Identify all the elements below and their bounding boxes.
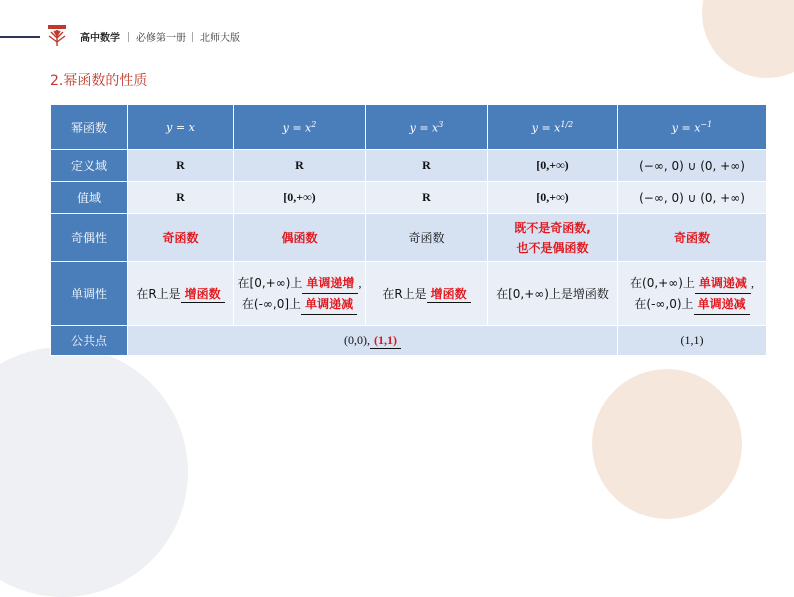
header-separator (128, 32, 129, 42)
mono-prefix: 在(0,+∞)上 (630, 275, 695, 290)
cell-domain-3: R (366, 150, 488, 182)
mono-line1 (237, 273, 362, 294)
table-row-parity (51, 214, 767, 262)
cell-parity-2 (234, 214, 366, 262)
decor-circle-bottom-right (592, 369, 742, 519)
cell-range-5: (−∞, 0) ∪ (0, +∞) (618, 182, 767, 214)
table-header-row (51, 105, 767, 150)
cell-mono-1 (128, 262, 234, 326)
cell-mono-2 (234, 262, 366, 326)
cell-range-2: [0,+∞) (234, 182, 366, 214)
answer-blank: 增函数 (181, 285, 225, 303)
answer-text-line1: 既不是奇函数, (514, 220, 591, 235)
cell-domain-2: R (234, 150, 366, 182)
school-logo-icon (46, 24, 68, 48)
col-header-y-x-inverse: $y = x^{-1}$ (618, 105, 767, 150)
cell-common-point-last: (1,1) (618, 326, 767, 356)
row-label-common-point: 公共点 (51, 326, 128, 356)
mono-suffix: , (358, 275, 362, 290)
mono-prefix: 在[0,+∞)上 (237, 275, 303, 290)
table-row-range (51, 182, 767, 214)
mono-line2 (237, 294, 362, 315)
answer-blank: 单调递减 (694, 294, 750, 315)
section-title: 2.幂函数的性质 (50, 73, 148, 89)
cell-range-1: R (128, 182, 234, 214)
mono-line1 (621, 273, 763, 294)
header-title: 高中数学 (80, 33, 120, 44)
answer-blank: 单调递减 (301, 294, 357, 315)
row-label-parity: 奇偶性 (51, 214, 128, 262)
cell-parity-3: 奇函数 (366, 214, 488, 262)
mono-prefix: 在R上是 (382, 286, 427, 301)
cell-domain-1: R (128, 150, 234, 182)
mono-line2 (621, 294, 763, 315)
col-header-y-x: y = x (128, 105, 234, 150)
answer-text-line2: 也不是偶函数 (516, 240, 589, 255)
decor-circle-bottom-left (0, 347, 188, 597)
cell-range-4: [0,+∞) (488, 182, 618, 214)
col-header-y-x3: $y = x^3$ (366, 105, 488, 150)
cell-mono-4: 在[0,+∞)上是增函数 (488, 262, 618, 326)
cell-parity-5 (618, 214, 767, 262)
table-row-domain (51, 150, 767, 182)
cell-parity-4 (488, 214, 618, 262)
answer-text: 奇函数 (162, 231, 199, 245)
header-accent-line (0, 36, 40, 38)
col-header-y-x2: $y = x^2$ (234, 105, 366, 150)
cell-range-3: R (366, 182, 488, 214)
cell-domain-5: (−∞, 0) ∪ (0, +∞) (618, 150, 767, 182)
table-row-common-point (51, 326, 767, 356)
mono-prefix: 在(-∞,0)上 (634, 296, 694, 311)
header (0, 24, 300, 48)
mono-suffix: , (750, 275, 754, 290)
power-function-properties-table (50, 104, 767, 356)
header-separator (192, 32, 193, 42)
table-row-monotonicity (51, 262, 767, 326)
mono-prefix: 在(-∞,0]上 (241, 296, 302, 311)
row-label-domain: 定义域 (51, 150, 128, 182)
answer-blank: 增函数 (427, 285, 471, 303)
header-edition: 北师大版 (200, 33, 240, 44)
decor-circle-top-right (702, 0, 794, 78)
cell-mono-5 (618, 262, 767, 326)
row-label-range: 值域 (51, 182, 128, 214)
answer-text: 奇函数 (673, 231, 710, 245)
answer-text: 偶函数 (281, 231, 318, 245)
col-header-y-x-half: $y = x^{1/2}$ (488, 105, 618, 150)
answer-blank: 单调递减 (695, 273, 751, 294)
header-subject: 必修第一册 (136, 33, 186, 44)
answer-blank: (1,1) (370, 333, 401, 349)
table-corner-label: 幂函数 (51, 105, 128, 150)
cell-parity-1 (128, 214, 234, 262)
cell-common-point-main (128, 326, 618, 356)
common-point-prefix: (0,0), (344, 332, 370, 347)
mono-prefix: 在R上是 (136, 286, 181, 301)
row-label-monotonicity: 单调性 (51, 262, 128, 326)
cell-mono-3 (366, 262, 488, 326)
cell-domain-4: [0,+∞) (488, 150, 618, 182)
answer-blank: 单调递增 (302, 273, 358, 294)
